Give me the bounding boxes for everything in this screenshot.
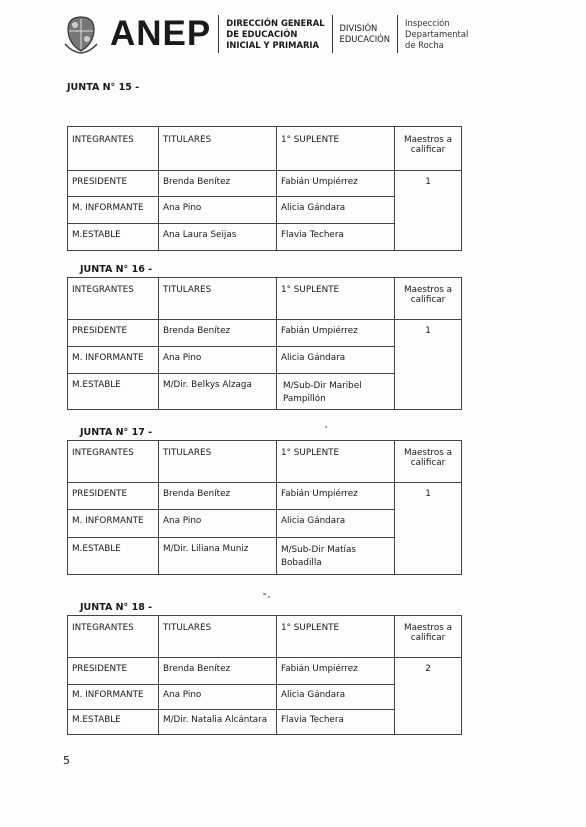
column-header: Maestros a calificar	[395, 278, 462, 320]
column-header: INTEGRANTES	[68, 616, 159, 658]
titular-cell: Brenda Benítez	[159, 483, 277, 510]
table-row	[68, 320, 462, 347]
maestros-cell: 1	[395, 320, 462, 410]
table-header-row	[68, 127, 462, 171]
junta-title: JUNTA N° 15 -	[67, 82, 140, 93]
junta-title: JUNTA N° 17 -	[80, 427, 153, 438]
junta-title: JUNTA N° 18 -	[80, 602, 153, 613]
suplente-cell: Alicia Gándara	[277, 197, 395, 224]
junta-table	[67, 126, 462, 251]
suplente-cell: M/Sub-Dir Matías Bobadilla	[277, 538, 395, 575]
table-row	[68, 658, 462, 685]
titular-cell: Ana Pino	[159, 347, 277, 374]
titular-cell: M/Dir. Liliana Muniz	[159, 538, 277, 575]
scan-speck	[325, 426, 327, 428]
column-header: TITULARES	[159, 441, 277, 483]
header-divider	[218, 15, 219, 53]
suplente-cell: Alicia Gándara	[277, 510, 395, 538]
titular-cell: Ana Pino	[159, 510, 277, 538]
uruguay-seal-icon	[62, 14, 100, 54]
role-cell: M.ESTABLE	[68, 224, 159, 251]
suplente-cell: Fabián Umpiérrez	[277, 320, 395, 347]
role-cell: PRESIDENTE	[68, 171, 159, 197]
table-row	[68, 483, 462, 510]
suplente-cell: M/Sub-Dir Maribel Pampillón	[277, 374, 395, 410]
junta-table	[67, 277, 462, 410]
page-number: 5	[63, 754, 70, 767]
column-header: 1° SUPLENTE	[277, 616, 395, 658]
table-header-row	[68, 441, 462, 483]
column-header: Maestros a calificar	[395, 441, 462, 483]
suplente-cell: Fabián Umpiérrez	[277, 658, 395, 685]
suplente-cell: Fabián Umpiérrez	[277, 171, 395, 197]
header-division: DIVISIÓN EDUCACIÓN	[339, 23, 391, 44]
role-cell: M.ESTABLE	[68, 710, 159, 735]
scan-speck	[268, 596, 270, 598]
junta-table	[67, 615, 462, 735]
header-direccion: DIRECCIÓN GENERAL DE EDUCACIÓN INICIAL Y PRIMARIA	[226, 17, 325, 50]
suplente-cell: Fabián Umpiérrez	[277, 483, 395, 510]
titular-cell: Ana Pino	[159, 197, 277, 224]
column-header: Maestros a calificar	[395, 127, 462, 171]
column-header: TITULARES	[159, 278, 277, 320]
header-divider	[332, 15, 333, 53]
role-cell: M.ESTABLE	[68, 374, 159, 410]
suplente-cell: Alicia Gándara	[277, 347, 395, 374]
letterhead	[62, 12, 468, 56]
titular-cell: Brenda Benítez	[159, 171, 277, 197]
maestros-cell: 1	[395, 171, 462, 251]
column-header: INTEGRANTES	[68, 441, 159, 483]
titular-cell: Brenda Benítez	[159, 658, 277, 685]
table-header-row	[68, 278, 462, 320]
titular-cell: Ana Laura Seijas	[159, 224, 277, 251]
column-header: 1° SUPLENTE	[277, 278, 395, 320]
junta-table	[67, 440, 462, 575]
header-inspeccion: Inspección Departamental de Rocha	[405, 17, 469, 50]
suplente-cell: Alicia Gándara	[277, 685, 395, 710]
anep-logo: ANEP	[110, 14, 212, 53]
column-header: TITULARES	[159, 616, 277, 658]
column-header: INTEGRANTES	[68, 127, 159, 171]
role-cell: M. INFORMANTE	[68, 347, 159, 374]
titular-cell: M/Dir. Natalia Alcántara	[159, 710, 277, 735]
role-cell: PRESIDENTE	[68, 320, 159, 347]
table-row	[68, 171, 462, 197]
role-cell: M. INFORMANTE	[68, 510, 159, 538]
role-cell: PRESIDENTE	[68, 483, 159, 510]
column-header: Maestros a calificar	[395, 616, 462, 658]
column-header: 1° SUPLENTE	[277, 127, 395, 171]
suplente-cell: Flavia Techera	[277, 224, 395, 251]
column-header: TITULARES	[159, 127, 277, 171]
maestros-cell: 2	[395, 658, 462, 735]
role-cell: M. INFORMANTE	[68, 685, 159, 710]
role-cell: M.ESTABLE	[68, 538, 159, 575]
column-header: INTEGRANTES	[68, 278, 159, 320]
titular-cell: Ana Pino	[159, 685, 277, 710]
suplente-cell: Flavia Techera	[277, 710, 395, 735]
maestros-cell: 1	[395, 483, 462, 575]
table-header-row	[68, 616, 462, 658]
column-header: 1° SUPLENTE	[277, 441, 395, 483]
titular-cell: M/Dir. Belkys Alzaga	[159, 374, 277, 410]
junta-title: JUNTA N° 16 -	[80, 264, 153, 275]
header-divider	[397, 15, 398, 53]
role-cell: PRESIDENTE	[68, 658, 159, 685]
role-cell: M. INFORMANTE	[68, 197, 159, 224]
scan-speck	[263, 593, 266, 595]
titular-cell: Brenda Benítez	[159, 320, 277, 347]
